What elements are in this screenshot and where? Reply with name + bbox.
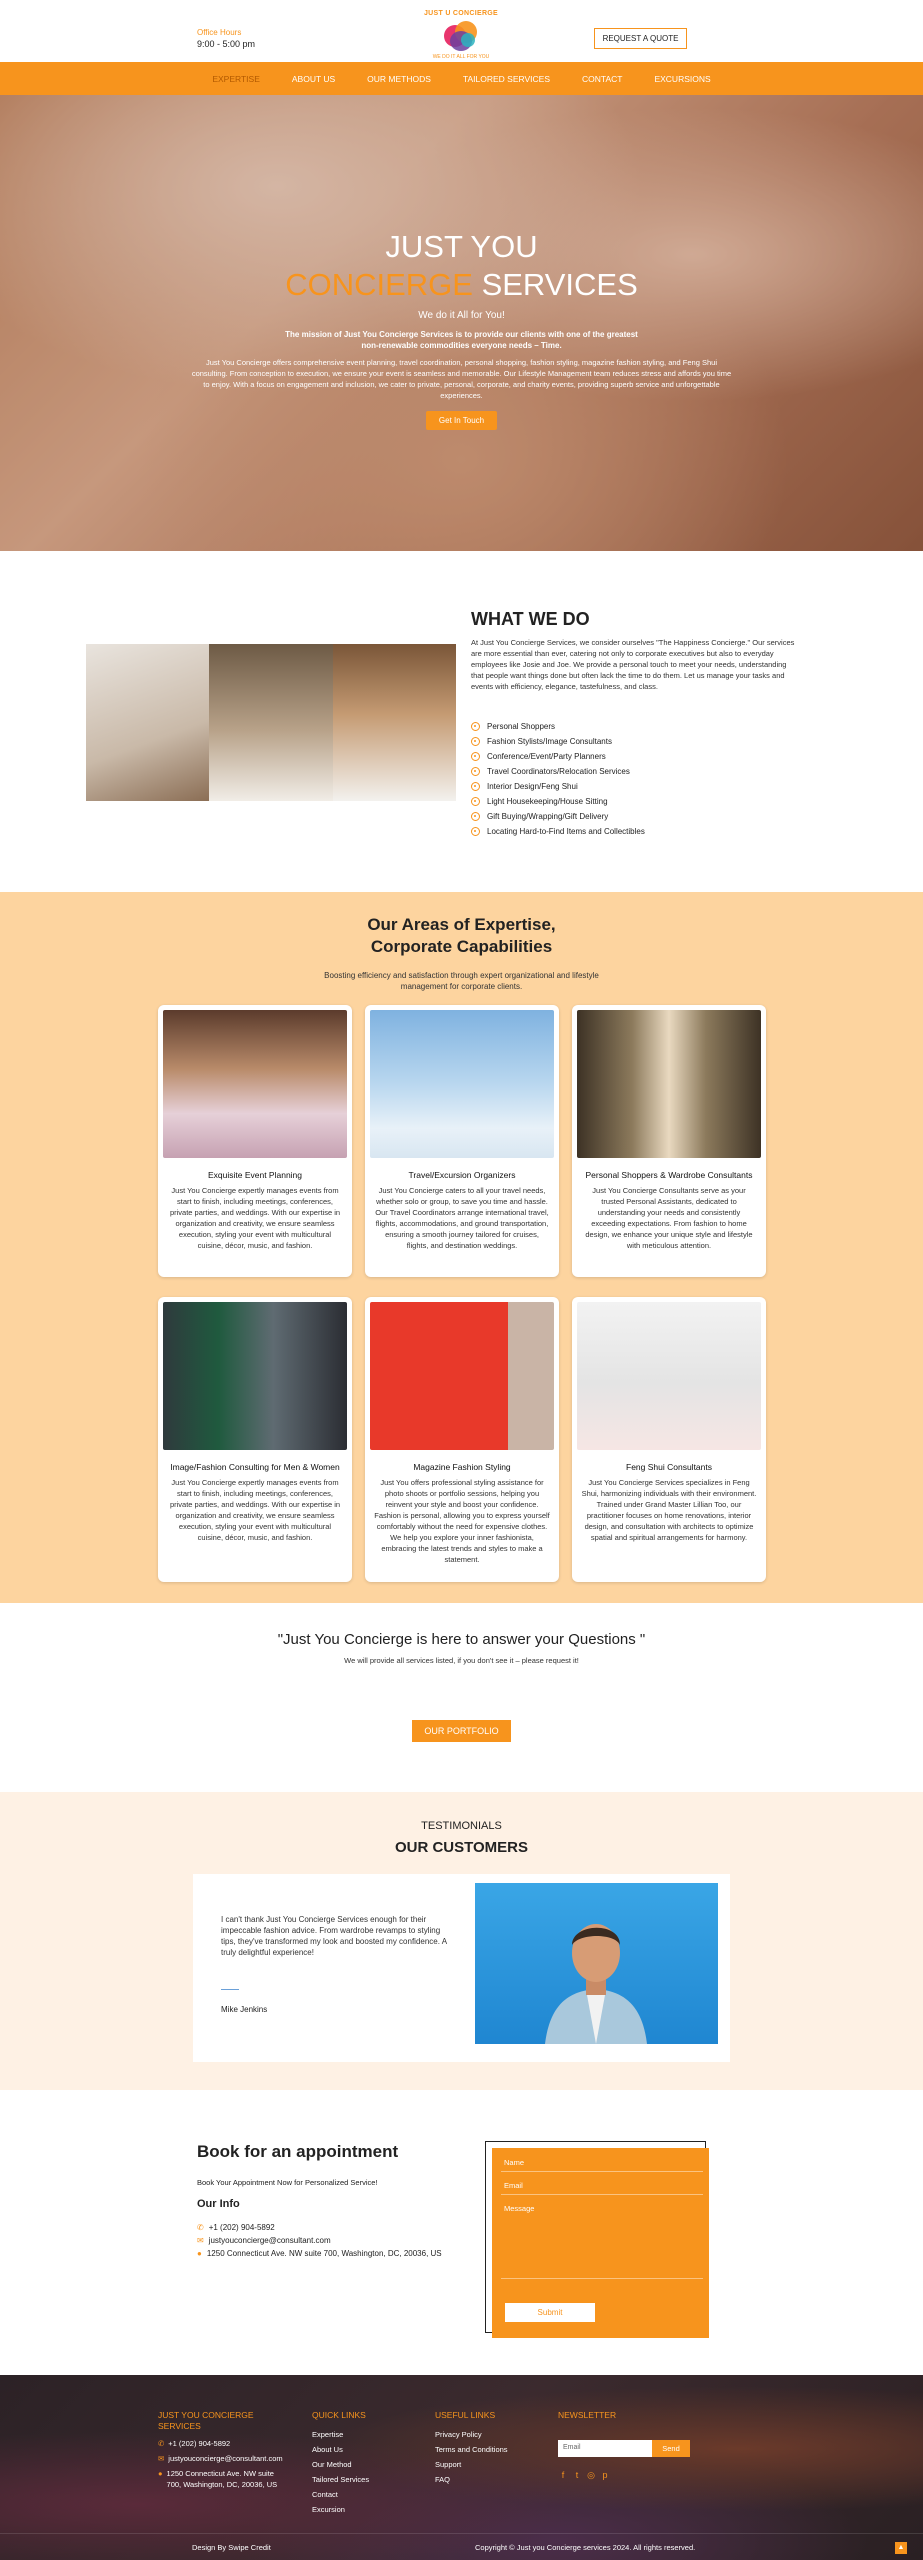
list-item: Interior Design/Feng Shui — [471, 779, 645, 794]
testimonial-author: Mike Jenkins — [221, 2005, 268, 2014]
quick-links-title: QUICK LINKS — [312, 2410, 366, 2420]
services-list — [471, 719, 645, 839]
divider — [221, 1989, 239, 1990]
expertise-card[interactable] — [158, 1005, 352, 1277]
nav-about-us[interactable]: ABOUT US — [291, 73, 336, 84]
venue-image — [209, 644, 332, 801]
footer-link-privacy[interactable]: Privacy Policy — [435, 2430, 482, 2439]
appointment-form — [492, 2148, 709, 2338]
card-text: Just You offers professional styling assistance for photo shoots or portfolio sessions, helping you reinvent your style and boost your confidence. Fashion is personal, allowing you to express yourself comfortably without the need for expensive clothes. We help you explore your inner fashionista, embracing the latest trends and styles to make a statement. — [374, 1478, 550, 1564]
facebook-icon[interactable]: f — [561, 2470, 565, 2480]
nav-contact[interactable]: CONTACT — [582, 73, 623, 84]
our-portfolio-button[interactable]: OUR PORTFOLIO — [412, 1720, 510, 1742]
copyright-text: Copyright © Just you Concierge services 2024. All rights reserved. — [475, 2543, 696, 2552]
site-header — [0, 0, 923, 95]
useful-links-title: USEFUL LINKS — [435, 2410, 496, 2420]
newsletter-form — [558, 2440, 690, 2457]
appointment-form-frame — [485, 2141, 706, 2333]
map-pin-icon: ● — [158, 2469, 163, 2478]
circle-bullet-icon — [471, 797, 480, 806]
questions-section — [0, 1603, 923, 1792]
circle-bullet-icon — [471, 737, 480, 746]
footer-link-contact[interactable]: Contact — [312, 2490, 338, 2499]
submit-button[interactable]: Submit — [505, 2303, 595, 2322]
expertise-subtitle: Boosting efficiency and satisfaction through expert organizational and lifestyle management for corporate clients. — [324, 971, 599, 991]
circle-bullet-icon — [471, 752, 480, 761]
booking-subtitle: Book Your Appointment Now for Personalized Service! — [197, 2178, 378, 2187]
circle-bullet-icon — [471, 812, 480, 821]
footer-quick-links — [312, 2410, 369, 2517]
wedding-image — [333, 644, 456, 801]
footer-link-about[interactable]: About Us — [312, 2445, 343, 2454]
card-text: Just You Concierge expertly manages events from start to finish, including meetings, conferences, private parties, and weddings. With our expertise in organization and creativity, we ensure seamless execution, styling your event with multicultural cuisine, décor, music, and fashion. — [169, 1186, 341, 1250]
footer-link-tailored[interactable]: Tailored Services — [312, 2475, 370, 2484]
footer-link-excursion[interactable]: Excursion — [312, 2505, 345, 2514]
email-field[interactable]: Email — [501, 2176, 703, 2195]
hero-mission: The mission of Just You Concierge Services is to provide our clients with one of the greatest non-renewable commodities everyone needs – Time. — [285, 330, 638, 350]
nav-tailored-services[interactable]: TAILORED SERVICES — [462, 73, 550, 84]
footer-link-method[interactable]: Our Method — [312, 2460, 352, 2469]
list-item: Gift Buying/Wrapping/Gift Delivery — [471, 809, 645, 824]
card-title: Personal Shoppers & Wardrobe Consultants — [585, 1170, 753, 1180]
testimonials-title: OUR CUSTOMERS — [394, 1839, 529, 1856]
fashion-consulting-image — [163, 1302, 347, 1450]
social-links — [558, 2470, 610, 2480]
card-text: Just You Concierge Consultants serve as your trusted Personal Assistants, dedicated to understanding your needs and consistently exceeding expectations. From fashion to home design, we enhance your unique style and lifestyle with meticulous attention. — [585, 1186, 753, 1250]
nav-excursions[interactable]: EXCURSIONS — [654, 73, 711, 84]
contact-phone[interactable]: ✆ +1 (202) 904-5892 — [197, 2223, 275, 2232]
expertise-cards — [158, 1005, 766, 1582]
testimonials-label: TESTIMONIALS — [421, 1820, 502, 1832]
testimonials-section — [0, 1792, 923, 2090]
what-we-do-text: At Just You Concierge Services, we consider ourselves "The Happiness Concierge." Our services are more essential than ever, catering not only to corporate executives but also to everyday employees like Josie and Joe. We provide a personal touch to meet your needs, understanding that people want things done but often lack the time to do them. Let us manage your tasks and events with efficiency, elegance, tastefulness, and class. — [471, 638, 795, 691]
testimonial-card — [193, 1874, 730, 2062]
personal-shopper-image — [577, 1010, 761, 1158]
footer-useful-links — [435, 2410, 508, 2487]
pinterest-icon[interactable]: p — [602, 2470, 608, 2480]
circle-bullet-icon — [471, 782, 480, 791]
request-quote-button[interactable]: REQUEST A QUOTE — [594, 28, 687, 49]
hero-title-rest: SERVICES — [472, 267, 638, 302]
name-field[interactable]: Name — [501, 2153, 703, 2172]
questions-title: "Just You Concierge is here to answer your Questions " — [277, 1631, 646, 1648]
circle-bullet-icon — [471, 767, 480, 776]
footer-brand-title: JUST YOU CONCIERGE SERVICES — [158, 2410, 254, 2431]
travel-image — [370, 1010, 554, 1158]
logo-bottom-text: WE DO IT ALL FOR YOU — [432, 54, 490, 60]
expertise-card[interactable] — [365, 1297, 559, 1582]
expertise-card[interactable] — [572, 1297, 766, 1582]
card-title: Travel/Excursion Organizers — [408, 1170, 516, 1180]
hero-description: Just You Concierge offers comprehensive event planning, travel coordination, personal shopping, fashion styling, magazine fashion styling, and Feng Shui consulting. From conception to execution, we ensure your event is seamless and memorable. Our Lifestyle Management team reduces stress and affords you time to enjoy. With a focus on engagement and inclusion, we cater to private, personal, corporate, and charity events, providing superb service and unforgettable experiences. — [191, 358, 732, 400]
top-bar — [0, 0, 923, 62]
twitter-icon[interactable]: t — [575, 2470, 579, 2480]
expertise-title: Our Areas of Expertise, Corporate Capabilities — [367, 915, 556, 956]
envelope-icon: ✉ — [197, 2236, 204, 2245]
questions-subtitle: We will provide all services listed, if you don't see it – please request it! — [344, 1656, 579, 1665]
circle-bullet-icon — [471, 722, 480, 731]
message-field[interactable]: Message — [501, 2199, 703, 2279]
what-we-do-section — [0, 551, 923, 892]
nav-our-methods[interactable]: OUR METHODS — [367, 73, 431, 84]
site-footer — [0, 2375, 923, 2560]
footer-link-faq[interactable]: FAQ — [435, 2475, 451, 2484]
instagram-icon[interactable]: ◎ — [587, 2470, 595, 2480]
footer-brand — [158, 2410, 283, 2490]
list-item: Conference/Event/Party Planners — [471, 749, 645, 764]
list-item: Travel Coordinators/Relocation Services — [471, 764, 645, 779]
envelope-icon: ✉ — [158, 2454, 165, 2463]
phone-icon: ✆ — [158, 2439, 165, 2448]
testimonial-quote: I can't thank Just You Concierge Services enough for their impeccable fashion advice. From wardrobe revamps to styling tips, they've transformed my look and boosted my confidence. A truly delightful experience! — [221, 1915, 447, 1957]
office-hours-label: Office Hours — [197, 28, 242, 37]
card-title: Feng Shui Consultants — [626, 1462, 712, 1472]
magazine-styling-image — [370, 1302, 554, 1450]
circle-bullet-icon — [471, 827, 480, 836]
footer-email[interactable]: ✉ justyouconcierge@consultant.com — [158, 2451, 278, 2466]
logo-mark-icon — [441, 19, 481, 53]
nav-expertise[interactable]: EXPERTISE — [212, 73, 260, 84]
card-text: Just You Concierge expertly manages events from start to finish, including meetings, conferences, private parties, and weddings. With our expertise in organization and creativity, we ensure seamless execution, styling your event with multicultural cuisine, décor, music, and fashion. — [169, 1478, 341, 1542]
list-item: Personal Shoppers — [471, 719, 645, 734]
our-info-title: Our Info — [197, 2198, 240, 2210]
hero-tagline: We do it All for You! — [418, 310, 505, 321]
list-item: Fashion Stylists/Image Consultants — [471, 734, 645, 749]
hero-section — [0, 95, 923, 551]
contact-address: ● 1250 Connecticut Ave. NW suite 700, Washington, DC, 20036, US — [197, 2249, 442, 2258]
card-text: Just You Concierge Services specializes in Feng Shui, harmonizing individuals with their environment. Trained under Grand Master Lillian Too, our practitioner focuses on home renovations, interior design, and consultation with architects to optimize spatial and spiritual arrangements for harmony. — [581, 1478, 757, 1542]
contact-email[interactable]: ✉ justyouconcierge@consultant.com — [197, 2236, 331, 2245]
back-to-top-icon[interactable]: ▲ — [895, 2542, 907, 2554]
footer-newsletter — [558, 2410, 616, 2421]
footer-address: ● 1250 Connecticut Ave. NW suite 700, Washington, DC, 20036, US — [158, 2469, 278, 2489]
newsletter-email-input[interactable]: Email — [558, 2440, 652, 2457]
contact-info — [197, 2221, 442, 2260]
card-title: Image/Fashion Consulting for Men & Women — [170, 1462, 340, 1472]
customer-photo — [475, 1883, 718, 2044]
hero-title — [0, 228, 923, 304]
card-title: Exquisite Event Planning — [207, 1170, 303, 1180]
footer-link-support[interactable]: Support — [435, 2460, 462, 2469]
phone-icon: ✆ — [197, 2223, 204, 2232]
logo-top-text: JUST U CONCIERGE — [423, 10, 499, 17]
cake-image — [86, 644, 209, 801]
hero-title-accent: CONCIERGE — [285, 267, 473, 302]
get-in-touch-button[interactable]: Get In Touch — [426, 411, 497, 430]
card-title: Magazine Fashion Styling — [413, 1462, 511, 1472]
feng-shui-image — [577, 1302, 761, 1450]
booking-section — [0, 2090, 923, 2375]
site-logo[interactable] — [411, 10, 511, 68]
what-we-do-images — [86, 644, 456, 801]
expertise-card[interactable] — [365, 1005, 559, 1277]
newsletter-send-button[interactable]: Send — [652, 2440, 690, 2457]
event-planning-image — [163, 1010, 347, 1158]
footer-bottom-bar — [0, 2533, 923, 2560]
footer-link-terms[interactable]: Terms and Conditions — [435, 2445, 508, 2454]
booking-title: Book for an appointment — [197, 2142, 399, 2161]
design-credit: Design By Swipe Credit — [192, 2543, 271, 2552]
map-pin-icon: ● — [197, 2249, 202, 2258]
hero-title-line1: JUST YOU — [385, 229, 538, 264]
list-item: Locating Hard-to-Find Items and Collectibles — [471, 824, 645, 839]
footer-link-expertise[interactable]: Expertise — [312, 2430, 344, 2439]
card-text: Just You Concierge caters to all your travel needs, whether solo or group, to save you time and hassle. Our Travel Coordinators arrange international travel, flights, accommodations, and ground transportation, ensuring a smooth journey tailored for cruises, flights, and destination weddings. — [375, 1186, 549, 1250]
expertise-card[interactable] — [158, 1297, 352, 1582]
office-hours — [197, 28, 255, 49]
office-hours-value: 9:00 - 5:00 pm — [197, 39, 256, 49]
list-item: Light Housekeeping/House Sitting — [471, 794, 645, 809]
newsletter-title: NEWSLETTER — [558, 2410, 617, 2420]
expertise-card[interactable] — [572, 1005, 766, 1277]
what-we-do-title: WHAT WE DO — [471, 609, 590, 629]
footer-phone[interactable]: ✆ +1 (202) 904-5892 — [158, 2436, 278, 2451]
expertise-section — [0, 892, 923, 1603]
